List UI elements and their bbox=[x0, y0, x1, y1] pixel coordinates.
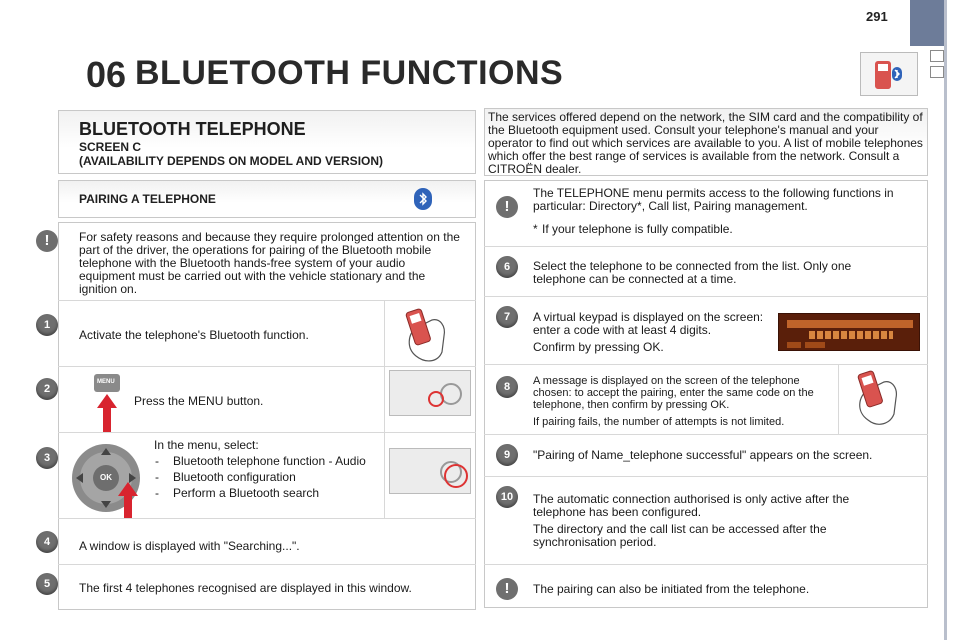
step-badge: 1 bbox=[36, 314, 58, 336]
divider bbox=[484, 246, 928, 247]
step-text: The first 4 telephones recognised are displayed in this window. bbox=[79, 581, 412, 595]
keypad-confirm bbox=[805, 342, 825, 348]
availability-note: (AVAILABILITY DEPENDS ON MODEL AND VERSION) bbox=[79, 154, 384, 168]
keypad-ok bbox=[787, 342, 801, 348]
divider bbox=[484, 296, 928, 297]
hand-phone-icon bbox=[848, 366, 914, 430]
step-extra: The directory and the call list can be accessed after the synchronisation period. bbox=[533, 522, 827, 549]
screen-label: SCREEN C bbox=[79, 140, 142, 154]
page-edge-rule bbox=[944, 0, 947, 640]
step-text: A window is displayed with "Searching...". bbox=[79, 539, 300, 553]
divider bbox=[58, 300, 476, 301]
divider bbox=[484, 564, 928, 565]
footnote: If your telephone is fully compatible. bbox=[542, 222, 733, 236]
divider bbox=[384, 300, 385, 518]
warning-icon: ! bbox=[496, 578, 518, 600]
list-item: - Perform a Bluetooth search bbox=[151, 487, 373, 500]
services-text: The services offered depend on the network, the SIM card and the compatibility of the Bluetooth equipment used. Consult your telephone's manual and your operator to find out which services are available to you. A list of mobile telephones which offer the best range of services is available from the network. Consult a CITROËN dealer. bbox=[488, 110, 923, 176]
divider bbox=[58, 518, 476, 519]
digit-keys bbox=[809, 331, 893, 339]
divider bbox=[484, 434, 928, 435]
page-title: BLUETOOTH FUNCTIONS bbox=[135, 54, 564, 92]
step-badge: 10 bbox=[496, 486, 518, 508]
step-extra: If pairing fails, the number of attempts is not limited. bbox=[533, 416, 785, 428]
warning-icon: ! bbox=[36, 230, 58, 252]
list-item: - Bluetooth configuration bbox=[151, 471, 373, 484]
code-field bbox=[787, 320, 913, 328]
step-text: A message is displayed on the screen of the telephone chosen: to accept the pairing, enter the same code on the telephone, then confirm by pressing OK. bbox=[533, 375, 814, 411]
step-badge: 6 bbox=[496, 256, 518, 278]
divider bbox=[58, 366, 476, 367]
step-badge: 9 bbox=[496, 444, 518, 466]
divider bbox=[484, 364, 928, 365]
list-item: - Bluetooth telephone function - Audio bbox=[151, 455, 373, 468]
chapter-tab bbox=[910, 0, 944, 46]
step-badge: 4 bbox=[36, 531, 58, 553]
page-number: 291 bbox=[866, 9, 888, 24]
chapter-number: 06 bbox=[86, 54, 127, 95]
step-badge: 8 bbox=[496, 376, 518, 398]
safety-text: For safety reasons and because they require prolonged attention on the part of the driver, the operations for pairing of the Bluetooth mobile telephone with the Bluetooth hands-free system of your audio equipment must be carried out with the vehicle stationary and the ignition on. bbox=[79, 230, 460, 296]
page-marker-box bbox=[930, 50, 944, 62]
pairing-title: PAIRING A TELEPHONE bbox=[79, 192, 216, 206]
divider bbox=[838, 364, 839, 434]
telephone-menu-text: The TELEPHONE menu permits access to the following functions in particular: Directory*, Call list, Pairing management. bbox=[533, 186, 894, 213]
audio-unit-image bbox=[389, 370, 471, 416]
bluetooth-icon bbox=[414, 188, 432, 210]
step-text: The automatic connection authorised is only active after the telephone has been configured. bbox=[533, 492, 850, 519]
audio-unit-image bbox=[389, 448, 471, 494]
highlighted-button bbox=[428, 391, 444, 407]
step-text: In the menu, select: bbox=[154, 438, 259, 452]
step-badge: 3 bbox=[36, 447, 58, 469]
navigation-pad-icon bbox=[70, 440, 144, 520]
hand-phone-icon bbox=[398, 304, 462, 366]
step-text: "Pairing of Name_telephone successful" appears on the screen. bbox=[533, 448, 873, 462]
menu-options-list bbox=[151, 455, 373, 503]
final-note: The pairing can also be initiated from the telephone. bbox=[533, 582, 810, 596]
step-extra: Confirm by pressing OK. bbox=[533, 340, 664, 354]
ok-key-label: OK bbox=[100, 473, 112, 482]
step-text: Select the telephone to be connected from the list. Only one telephone can be connected at a time. bbox=[533, 259, 852, 286]
footnote-mark: * bbox=[533, 222, 538, 236]
menu-button-icon bbox=[92, 372, 126, 434]
step-text: Activate the telephone's Bluetooth function. bbox=[79, 328, 309, 342]
menu-key-label: MENU bbox=[97, 379, 115, 385]
bluetooth-phone-icon bbox=[860, 52, 918, 96]
section-heading: BLUETOOTH TELEPHONE bbox=[79, 119, 306, 139]
divider bbox=[58, 564, 476, 565]
highlighted-knob bbox=[444, 464, 468, 488]
divider bbox=[58, 432, 476, 433]
virtual-keypad-image bbox=[778, 313, 920, 351]
page-marker-box bbox=[930, 66, 944, 78]
warning-icon: ! bbox=[496, 196, 518, 218]
step-text: A virtual keypad is displayed on the screen: enter a code with at least 4 digits. bbox=[533, 310, 764, 337]
divider bbox=[484, 476, 928, 477]
step-badge: 7 bbox=[496, 306, 518, 328]
step-badge: 5 bbox=[36, 573, 58, 595]
step-badge: 2 bbox=[36, 378, 58, 400]
step-text: Press the MENU button. bbox=[134, 394, 264, 408]
